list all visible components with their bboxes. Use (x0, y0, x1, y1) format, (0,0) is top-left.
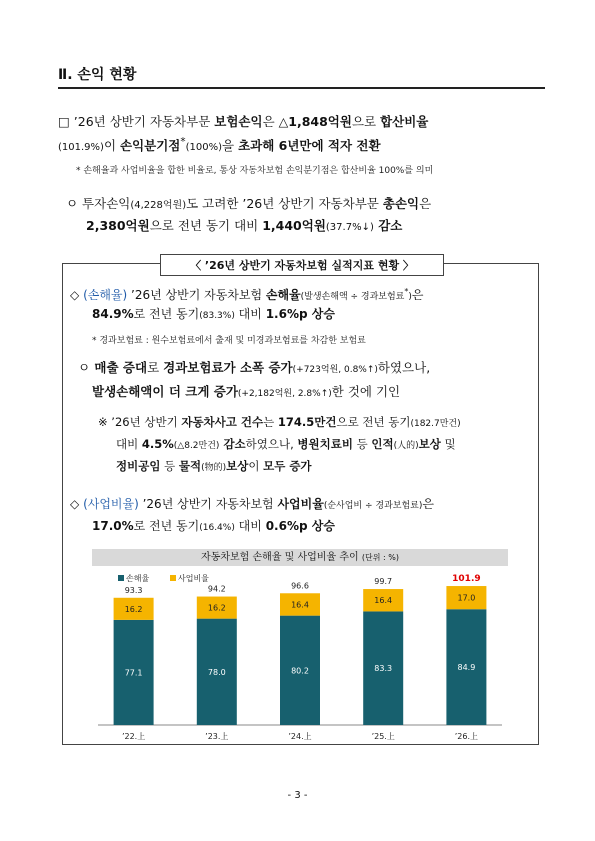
text: (+2,182억원, 2.8%↑) (237, 389, 332, 399)
earned-premium-note: * 경과보험료 : 원수보험료에서 출재 및 미경과보험료를 차감한 보험료 (92, 336, 366, 346)
emphasis: 감소 (373, 218, 403, 233)
chart-title-bar (92, 549, 508, 566)
reason-line-1 (78, 358, 430, 380)
category-tick-label: ’25.上 (371, 732, 395, 741)
text: 대비 (116, 437, 142, 451)
diamond-bullet: ◇ (70, 497, 80, 511)
expense-ratio-value-label: 16.4 (374, 596, 393, 606)
footnote-mark: * (180, 136, 186, 148)
text: 는 (263, 415, 278, 429)
text: 등 (160, 459, 179, 473)
emphasis: 1.6%p 상승 (265, 307, 335, 321)
expense-ratio-value-label: 16.2 (207, 603, 226, 613)
emphasis: 인적 (371, 437, 394, 451)
emphasis: 보상 (418, 437, 441, 451)
emphasis: 정비공임 (116, 459, 161, 473)
total-value-label: 94.2 (207, 584, 226, 594)
emphasis: 합산비율 (380, 114, 429, 129)
legend-label: 손해율 (126, 574, 150, 583)
text: 투자손익 (78, 196, 131, 211)
emphasis: 2,380억원 (86, 218, 150, 233)
emphasis: 총손익 (382, 196, 420, 211)
loss-ratio-value-label: 83.3 (374, 664, 393, 674)
text: (16.4%) (199, 523, 235, 533)
page-number: - 3 - (287, 790, 308, 801)
emphasis: 물적 (178, 459, 202, 473)
text: 하였으나, (245, 437, 298, 451)
text: 이 (103, 138, 120, 154)
text: 대비 (234, 519, 266, 533)
chart-title: 자동차보험 손해율 및 사업비율 추이 (201, 552, 359, 563)
expense-ratio-value-label: 16.2 (124, 604, 143, 614)
diamond-bullet: ◇ (70, 288, 80, 302)
emphasis: 매출 증대 (90, 360, 148, 375)
text: 로 전년 동기 (133, 307, 200, 321)
summary-paragraph (58, 112, 553, 158)
text: (182.7만건) (410, 419, 461, 429)
expense-ratio-value-label: 17.0 (457, 593, 476, 603)
text: 로 전년 동기 (133, 519, 200, 533)
emphasis: 발생손해액 (92, 384, 153, 399)
emphasis: 초과해 6년만에 적자 전환 (238, 138, 381, 154)
emphasis: 이 더 크게 증가 (152, 384, 238, 399)
category-tick-label: ’22.上 (121, 732, 146, 741)
total-value-label: 101.9 (452, 574, 481, 585)
text: 은 (411, 288, 424, 302)
text: (100%) (185, 142, 222, 154)
emphasis: 보험손익 (214, 114, 263, 129)
text: 등 (352, 437, 372, 451)
emphasis: 손익분기점 (120, 138, 181, 154)
text: (101.9%) (58, 142, 104, 154)
emphasis: 0.6%p 상승 (265, 519, 335, 533)
remark-line-2 (116, 434, 456, 456)
loss-ratio-tag: (손해율) (83, 288, 128, 302)
emphasis: 병원치료비 (297, 437, 353, 451)
text: ’26년 상반기 자동차보험 (138, 497, 278, 511)
text: (+723억원, 0.8%↑) (292, 365, 378, 375)
circle-bullet: ㅇ (66, 196, 79, 211)
text: (4,228억원) (130, 200, 187, 211)
text: 이 (248, 459, 264, 473)
text: 대비 (234, 307, 266, 321)
emphasis: 보상 (226, 459, 249, 473)
legend-swatch (170, 575, 176, 581)
text: 으로 (351, 114, 381, 129)
emphasis: 사업비율 (277, 497, 324, 511)
loss-ratio-value-label: 84.9 (457, 663, 476, 673)
text: ’26년 상반기 자동차부문 (69, 114, 215, 129)
text: 한 것에 기인 (331, 384, 401, 399)
total-value-label: 93.3 (124, 585, 143, 595)
legend-label: 사업비율 (178, 574, 209, 583)
expense-ratio-value-label: 16.4 (291, 600, 309, 610)
combined-ratio-note: * 손해율과 사업비율을 합한 비율로, 통상 자동차보험 손익분기점은 합산비율 100%를 의미 (76, 166, 434, 176)
text: 및 (440, 437, 456, 451)
loss-ratio-line-2 (92, 304, 335, 326)
category-tick-label: ’24.上 (288, 732, 312, 741)
box-title: 〈 ’26년 상반기 자동차보험 실적지표 현황 〉 (160, 254, 444, 276)
text: 으로 전년 동기 (336, 415, 411, 429)
remark-line-3 (116, 456, 312, 478)
text: (37.7%↓) (325, 222, 374, 233)
loss-ratio-value-label: 77.1 (124, 668, 143, 678)
emphasis: 17.0% (92, 519, 134, 533)
text: 은 (422, 497, 434, 511)
text: 으로 전년 동기 대비 (149, 218, 263, 233)
text: 로 (147, 360, 164, 375)
reason-line-2 (92, 382, 400, 404)
expense-ratio-line-2 (92, 516, 335, 538)
text: (발생손해액 ÷ 경과보험료 (300, 292, 405, 302)
text: (人的) (393, 441, 419, 451)
text: 은 (262, 114, 279, 129)
loss-ratio-value-label: 80.2 (291, 666, 309, 676)
text: ’26년 상반기 자동차보험 (127, 288, 266, 302)
emphasis: 손해율 (265, 288, 301, 302)
emphasis: 감소 (219, 437, 246, 451)
text: ’26년 상반기 (107, 415, 182, 429)
text: ) (408, 292, 412, 302)
emphasis: 경과보험료 (163, 360, 224, 375)
loss-ratio-value-label: 78.0 (207, 667, 226, 677)
investment-paragraph (66, 194, 553, 238)
remark-line-1 (98, 412, 461, 434)
emphasis: 84.9% (92, 307, 134, 321)
text: 은 (419, 196, 432, 211)
ratio-chart (92, 567, 508, 747)
text: (物的) (201, 463, 227, 473)
text: (△8.2만건) (173, 441, 220, 451)
section-divider (58, 87, 545, 89)
text: (순사업비 ÷ 경과보험료) (323, 501, 423, 511)
emphasis: 174.5만건 (277, 415, 337, 429)
chart-unit: (단위 : %) (361, 553, 399, 562)
expense-ratio-tag: (사업비율) (83, 497, 139, 511)
emphasis: 1,440억원 (262, 218, 326, 233)
emphasis: 자동차사고 건수 (181, 415, 264, 429)
circle-bullet: ㅇ (78, 360, 91, 375)
category-tick-label: ’26.上 (454, 732, 479, 741)
emphasis: 4.5% (141, 437, 174, 451)
total-value-label: 96.6 (291, 581, 309, 591)
emphasis: 가 소폭 증가 (223, 360, 293, 375)
text: (83.3%) (199, 311, 235, 321)
emphasis: 모두 증가 (263, 459, 312, 473)
legend-swatch (118, 575, 124, 581)
expense-ratio-line-1 (70, 494, 434, 516)
emphasis: △1,848억원 (278, 114, 352, 129)
footnote-mark: * (404, 287, 409, 296)
square-bullet: □ (58, 114, 70, 129)
text: 하였으나, (377, 360, 431, 375)
text: 을 (222, 138, 239, 154)
reference-mark: ※ (98, 415, 108, 429)
category-tick-label: ’23.上 (205, 732, 229, 741)
total-value-label: 99.7 (374, 577, 393, 587)
text: 도 고려한 ’26년 상반기 자동차부문 (186, 196, 383, 211)
section-title: Ⅱ. 손익 현황 (58, 67, 137, 83)
